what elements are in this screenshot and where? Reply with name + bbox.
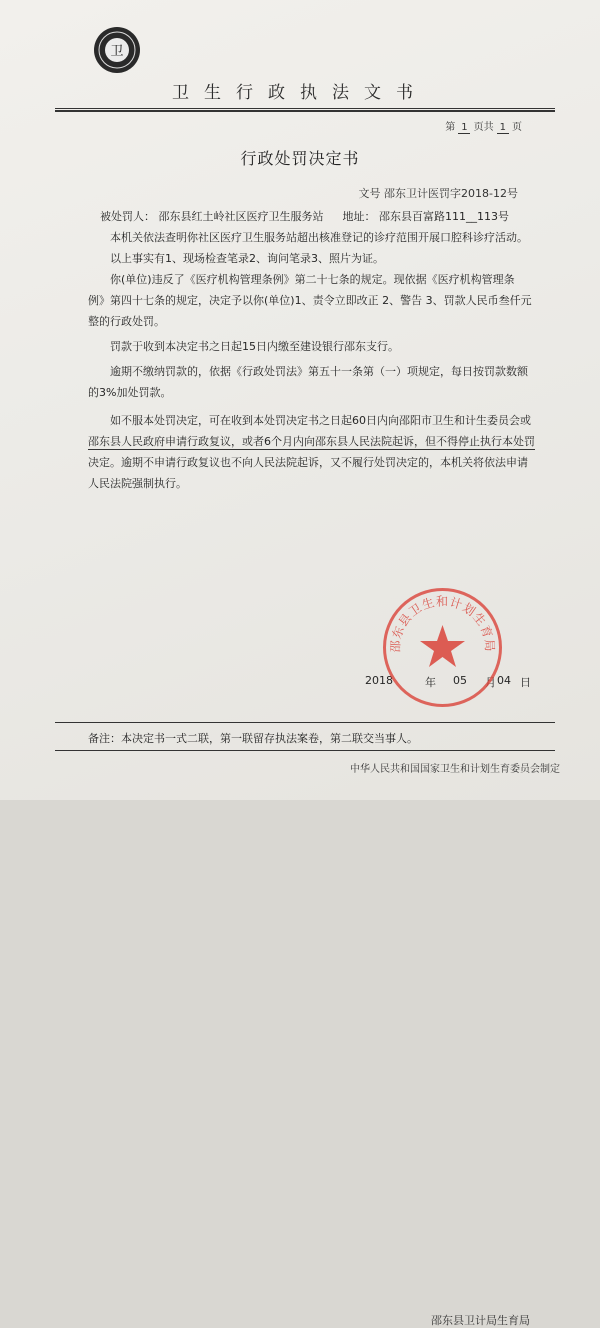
party-name: 邵东县红土岭社区医疗卫生服务站 [158,210,324,223]
date-day: 04 [497,674,511,687]
date-month-char: 月 [485,676,496,689]
violation-line-3: 整的行政处罚。 [88,315,165,328]
appeal-line-3: 决定。逾期不申请行政复议也不向人民法院起诉，又不履行处罚决定的，本机关将依法申请 [88,456,528,469]
emblem-text: 卫 [110,44,124,59]
page-prefix: 第 [445,122,456,133]
overdue-line-2: 的3%加处罚款。 [88,386,172,399]
date-month: 05 [453,674,467,687]
appeal-line-2: 邵东县人民政府申请行政复议，或者6个月内向邵东县人民法院起诉，但不得停止执行本处罚 [88,435,535,448]
date-day-char: 日 [520,676,531,689]
party-line [100,208,509,224]
page-current: 1 [458,122,470,134]
finding-text: 本机关依法查明你社区医疗卫生服务站超出核准登记的诊疗范围开展口腔科诊疗活动。 [110,231,528,244]
remarks: 备注：本决定书一式二联，第一联留存执法案卷，第二联交当事人。 [88,732,418,745]
footer-divider-bottom [55,750,555,751]
header-divider [55,108,555,109]
address-value: 邵东县百富路111__113号 [379,210,509,223]
header-title: 卫生行政执法文书 [172,83,428,103]
payment-text: 罚款于收到本决定书之日起15日内缴至建设银行邵东支行。 [110,340,399,353]
date-year-char: 年 [425,676,436,689]
footer-divider-top [55,722,555,723]
evidence-text: 以上事实有1、现场检查笔录2、询问笔录3、照片为证。 [110,252,384,265]
issuing-organization: 邵东县卫计局生育局 [431,1314,530,1327]
official-seal-icon [380,585,505,710]
header-divider-thick [55,110,555,112]
party-label: 被处罚人： [100,210,155,223]
page-suffix: 页 [512,122,522,133]
violation-line-2: 例》第四十七条的规定，决定予以你(单位)1、责令立即改正 2、警告 3、罚款人民币叁仟元 [88,294,532,307]
page-mid: 页共 [473,122,494,133]
page-total: 1 [497,122,509,134]
address-label: 地址： [342,210,376,223]
seal-text: 邵东县卫生和计划生育局 [388,594,497,653]
issuer-note: 中华人民共和国国家卫生和计划生育委员会制定 [350,764,560,775]
health-emblem-icon [93,26,141,74]
overdue-line-1: 逾期不缴纳罚款的，依据《行政处罚法》第五十一条第（一）项规定，每日按罚款数额 [110,365,528,378]
violation-line-1: 你(单位)违反了《医疗机构管理条例》第二十七条的规定。现依据《医疗机构管理条 [110,273,515,286]
date-year: 2018 [365,674,393,687]
page-number [445,118,522,134]
appeal-line-1: 如不服本处罚决定，可在收到本处罚决定书之日起60日内向邵阳市卫生和计生委员会或 [110,414,531,427]
document-title: 行政处罚决定书 [240,149,360,168]
document-number: 文号 邵东卫计医罚字2018-12号 [358,187,518,200]
appeal-line-4: 人民法院强制执行。 [88,477,187,490]
